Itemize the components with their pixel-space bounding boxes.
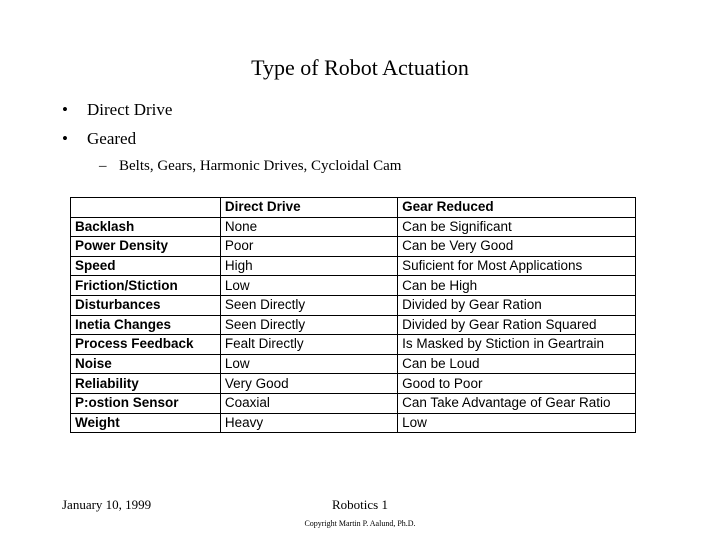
table-row (71, 237, 636, 257)
table-cell: Can be High (398, 276, 636, 296)
table-cell: Heavy (220, 413, 397, 433)
table-cell: Suficient for Most Applications (398, 256, 636, 276)
table-cell: Can be Loud (398, 354, 636, 374)
row-header-cell: P:ostion Sensor (71, 393, 221, 413)
table-row (71, 354, 636, 374)
table-cell: High (220, 256, 397, 276)
table-cell: Is Masked by Stiction in Geartrain (398, 335, 636, 355)
header-cell-direct-drive: Direct Drive (220, 198, 397, 218)
table-cell: Seen Directly (220, 315, 397, 335)
table-cell: Can be Very Good (398, 237, 636, 257)
table-row (71, 393, 636, 413)
table-cell: Seen Directly (220, 295, 397, 315)
sub-bullet-label: Belts, Gears, Harmonic Drives, Cycloidal Cam (119, 158, 402, 174)
dash-icon: – (99, 158, 107, 174)
table-cell: Poor (220, 237, 397, 257)
row-header-cell: Power Density (71, 237, 221, 257)
row-header-cell: Friction/Stiction (71, 276, 221, 296)
row-header-cell: Disturbances (71, 295, 221, 315)
row-header-cell: Inetia Changes (71, 315, 221, 335)
row-header-cell: Speed (71, 256, 221, 276)
bullet-dot-icon: • (62, 129, 68, 148)
sub-bullet-item (99, 158, 401, 184)
table-cell: None (220, 217, 397, 237)
table-cell: Low (398, 413, 636, 433)
table-cell: Low (220, 354, 397, 374)
footer-copyright: Copyright Martin P. Aalund, Ph.D. (304, 519, 416, 528)
table-cell: Divided by Gear Ration (398, 295, 636, 315)
table-cell: Can be Significant (398, 217, 636, 237)
table-row (71, 295, 636, 315)
footer-date: January 10, 1999 (62, 497, 152, 512)
table-cell: Very Good (220, 374, 397, 394)
bullet-label: Geared (87, 129, 137, 148)
footer-course: Robotics 1 (332, 497, 388, 512)
bullet-list (62, 100, 401, 184)
table-cell: Good to Poor (398, 374, 636, 394)
table-header-row (71, 198, 636, 218)
bullet-label: Direct Drive (87, 100, 173, 119)
table-row (71, 315, 636, 335)
table-row (71, 335, 636, 355)
header-cell-gear-reduced: Gear Reduced (398, 198, 636, 218)
table-cell: Divided by Gear Ration Squared (398, 315, 636, 335)
header-cell-blank (71, 198, 221, 218)
row-header-cell: Noise (71, 354, 221, 374)
table-cell: Coaxial (220, 393, 397, 413)
row-header-cell: Process Feedback (71, 335, 221, 355)
bullet-item (62, 129, 401, 158)
table-row (71, 413, 636, 433)
table-row (71, 217, 636, 237)
bullet-dot-icon: • (62, 100, 68, 119)
table-row (71, 374, 636, 394)
row-header-cell: Weight (71, 413, 221, 433)
table-row (71, 276, 636, 296)
bullet-item (62, 100, 401, 129)
table-row (71, 256, 636, 276)
row-header-cell: Reliability (71, 374, 221, 394)
table-cell: Low (220, 276, 397, 296)
table-cell: Fealt Directly (220, 335, 397, 355)
row-header-cell: Backlash (71, 217, 221, 237)
slide-title: Type of Robot Actuation (251, 55, 469, 80)
comparison-table (70, 197, 636, 433)
table-cell: Can Take Advantage of Gear Ratio (398, 393, 636, 413)
